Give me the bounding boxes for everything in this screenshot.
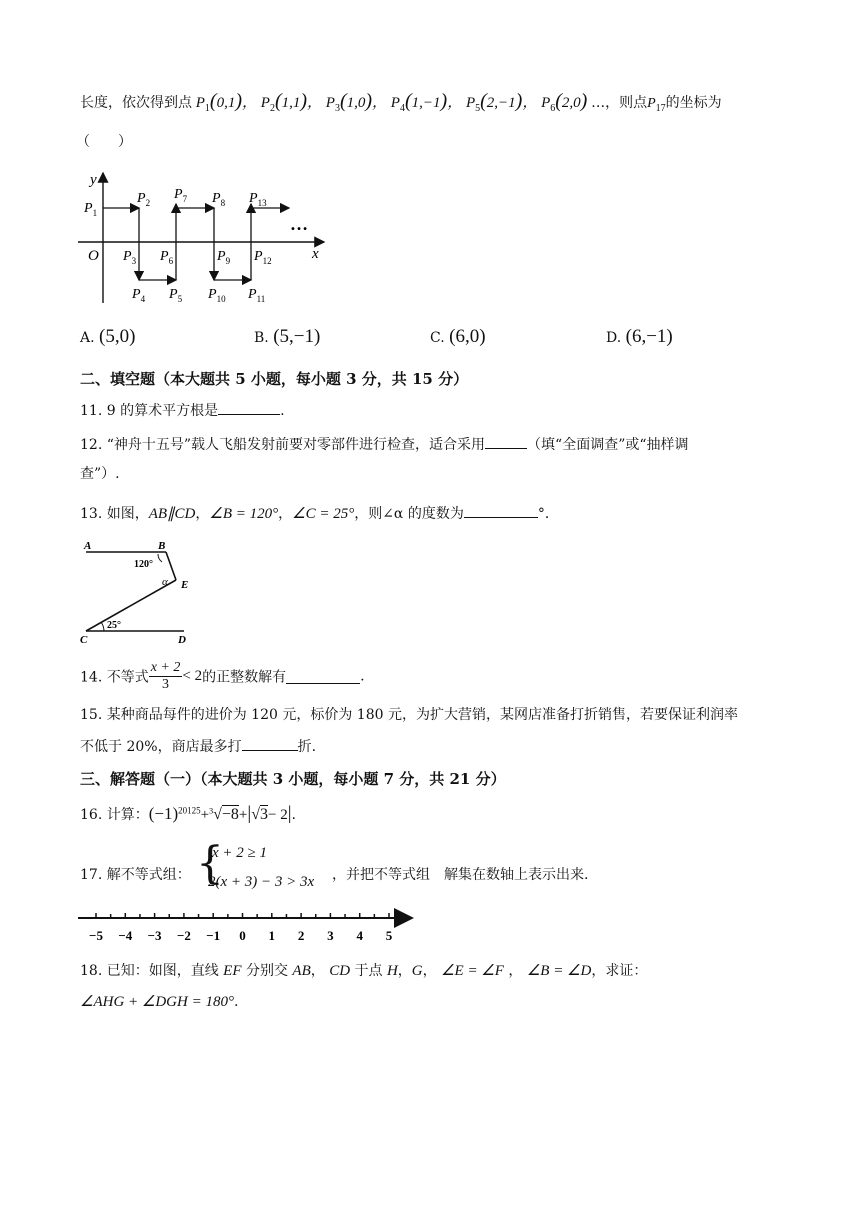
axis-tick-label: 2: [297, 928, 305, 943]
q17-brace: {: [196, 838, 224, 889]
label-B: B: [158, 540, 166, 552]
svg-text:P8: $P_8$: [212, 191, 226, 208]
q13: 13. 如图，AB∥CD，∠B = 120°，∠C = 25°，则∠α 的度数为 °．: [80, 503, 559, 523]
q15-line2: 不低于 20%，商店最多打 折.: [80, 736, 316, 756]
svg-text:P13: $P_{13}$: [249, 191, 267, 208]
q15-blank[interactable]: [242, 736, 298, 751]
q10-suffix: 的坐标为: [665, 95, 722, 111]
label-P2: P: [137, 191, 146, 206]
q17-suffix: ，并把不等式组 解集在数轴上表示出来.: [332, 867, 589, 883]
label-P1: P: [84, 201, 93, 216]
axis-tick-label: 3: [327, 928, 334, 943]
axis-tick-label: −3: [147, 928, 162, 943]
label-P13: P: [249, 191, 258, 206]
axis-tick-label: −5: [89, 928, 103, 943]
label-C: C: [80, 634, 88, 646]
svg-text:P5: $P_5$: [169, 287, 183, 304]
label-P11: P: [248, 287, 257, 302]
q10-ellipsis: …，则点: [591, 95, 648, 111]
q10-option-a: A. (5,0): [80, 326, 136, 347]
label-P7: P: [174, 187, 183, 202]
q12-blank[interactable]: [485, 434, 527, 449]
label-P6: P: [160, 249, 169, 264]
axis-tick-label: 4: [356, 928, 363, 943]
svg-text:P4: $P_4$: [132, 287, 146, 304]
q10-option-b: B. (5,−1): [254, 326, 321, 347]
svg-text:P9: $P_9$: [217, 249, 231, 266]
label-P9: P: [217, 249, 226, 264]
label-P10: P: [208, 287, 217, 302]
svg-text:P11: $P_{11}$: [248, 287, 266, 304]
svg-text:P12: $P_{12}$: [254, 249, 272, 266]
axis-tick-label: 0: [239, 928, 246, 943]
q11-blank[interactable]: [218, 400, 280, 415]
q13-blank[interactable]: [464, 503, 538, 518]
q16: 16. 计算：$(-1)^{20125}+^3√-8+|√3- 2|$.: [80, 803, 296, 824]
q10-option-d: D. (6,−1): [606, 326, 673, 347]
label-P4: P: [132, 287, 141, 302]
q11: 11. 9 的算术平方根是 .: [80, 400, 285, 420]
section3-title: 三、解答题（一）（本大题共 3 小题，每小题 7 分，共 21 分）: [80, 770, 506, 788]
svg-text:P7: $P_7$: [174, 187, 188, 204]
q13-figure: [80, 538, 200, 648]
svg-text:P2: $P_2$: [137, 191, 151, 208]
q10-answer-paren: （ ）: [76, 134, 132, 150]
figure-dots: …: [290, 214, 308, 234]
q10-target: $P_{17}$: [647, 96, 666, 114]
q14-blank[interactable]: [286, 669, 360, 684]
svg-text:P6: $P_6$: [160, 249, 174, 266]
label-D: D: [178, 634, 186, 646]
axis-tick-label: −4: [118, 928, 133, 943]
q12-line1: 12. “神舟十五号”载人飞船发射前要对零部件进行检查，适合采用 （填“全面调查”或“抽样调: [80, 434, 689, 454]
axis-tick-label: −2: [176, 928, 191, 943]
q17-ineq1: x + 2 ≥ 1: [212, 845, 268, 861]
label-P8: P: [212, 191, 221, 206]
label-E: E: [181, 579, 189, 591]
q14-fraction: $\frac{x + 2}{3}$: [150, 660, 181, 692]
label-120: 120°: [134, 559, 153, 570]
x-axis-label: x: [312, 246, 319, 262]
q18-line1: 18. 已知：如图，直线 EF 分别交 AB， CD 于点 H，G， ∠E = ∠F ， ∠B = ∠D，求证：: [80, 963, 648, 979]
svg-text:P3: $P_3$: [123, 249, 137, 266]
q17-number-line: [76, 906, 421, 946]
y-axis-label: y: [90, 172, 97, 188]
axis-tick-label: 5: [385, 928, 393, 943]
label-25: 25°: [107, 620, 121, 631]
q10-points-inline: $P_1(0,1)$， $P_2(1,1)$， $P_3(1,0)$， $P_4(1,-1)$， $P_5(2,-1)$， $P_6(2,0)$: [192, 90, 588, 114]
axis-tick-label: 1: [268, 928, 276, 943]
axis-tick-label: −1: [206, 928, 221, 943]
svg-text:P10: $P_{10}$: [208, 287, 226, 304]
q14: 14. 不等式 $\frac{x + 2}{3}$ < 2的正整数解有 .: [80, 660, 365, 692]
label-alpha: α: [162, 576, 168, 588]
q17-ineq2: 2(x + 3) − 3 > 3x: [208, 874, 315, 890]
q10-figure: [76, 168, 336, 308]
label-P3: P: [123, 249, 132, 264]
q10-line1: [80, 90, 722, 114]
origin-label: O: [88, 248, 99, 264]
q17-prefix: 17. 解不等式组：: [80, 867, 191, 883]
svg-text:P1: $P_1$: [84, 201, 98, 218]
q12-line2: 查”）.: [80, 466, 120, 482]
q10-prefix: 长度，依次得到点: [80, 95, 192, 111]
label-P5: P: [169, 287, 178, 302]
q10-option-c: C. (6,0): [430, 326, 486, 347]
q18-line2: ∠AHG + ∠DGH = 180°.: [80, 994, 239, 1010]
label-A: A: [84, 540, 92, 552]
q15-line1: 15. 某种商品每件的进价为 120 元，标价为 180 元，为扩大营销，某网店准备打折销售，若要保证利润率: [80, 707, 738, 723]
label-P12: P: [254, 249, 263, 264]
section2-title: 二、填空题（本大题共 5 小题，每小题 3 分，共 15 分）: [80, 370, 469, 388]
